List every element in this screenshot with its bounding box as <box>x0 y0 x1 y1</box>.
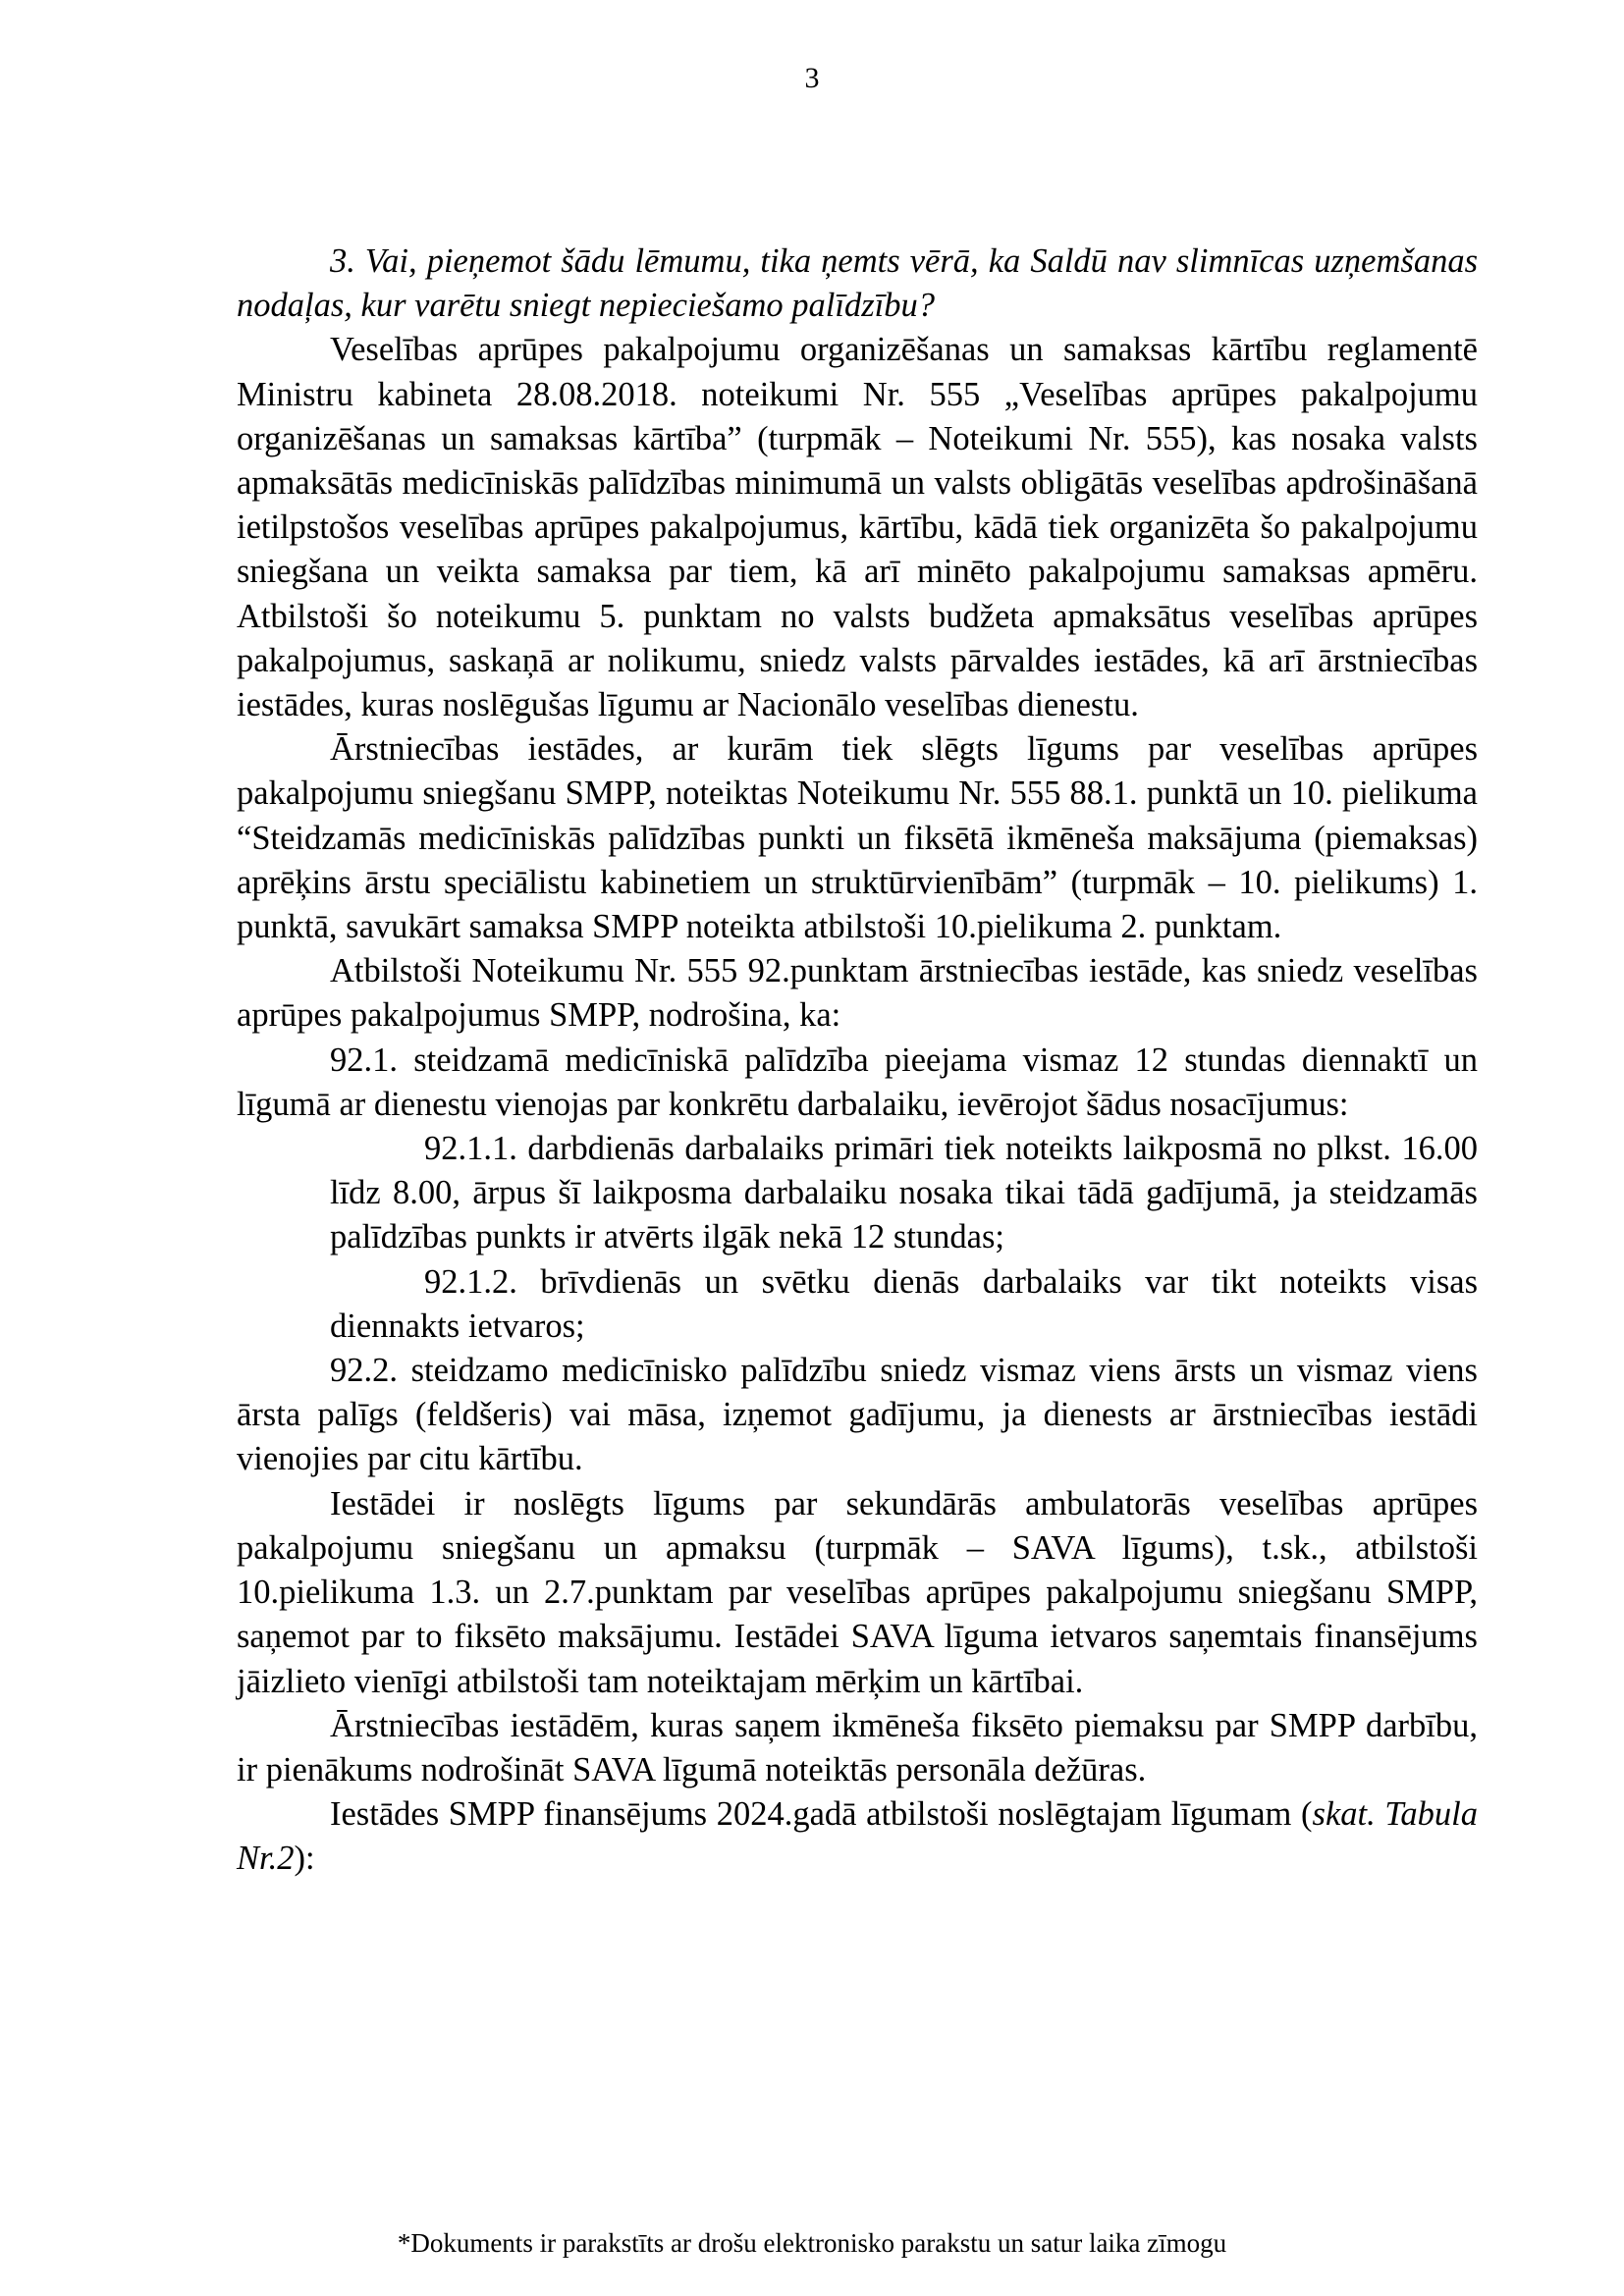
paren-open: ( <box>1301 1795 1313 1834</box>
paren-close: ): <box>294 1840 315 1878</box>
funding-text: Iestādes SMPP finansējums 2024.gadā atbilstoši noslēgtajam līgumam <box>330 1795 1292 1834</box>
table-reference: skat. Tabula Nr.2 <box>237 1795 1478 1878</box>
page-number: 3 <box>804 62 820 94</box>
list-item-92-1: 92.1. steidzamā medicīniskā palīdzība pieejama vismaz 12 stundas diennaktī un līgumā ar dienestu vienojas par konkrētu darbalaiku, ievērojot šādus nosacījumus: <box>237 1041 1478 1123</box>
question-heading: 3. Vai, pieņemot šādu lēmumu, tika ņemts vērā, ka Saldū nav slimnīcas uzņemšanas nodaļas, kur varētu sniegt nepieciešamo palīdzību? <box>237 242 1478 325</box>
paragraph-funding-2024 <box>237 1792 1478 1881</box>
paragraph-smpp-institutions: Ārstniecības iestādes, ar kurām tiek slēgts līgums par veselības aprūpes pakalpojumu sniegšanu SMPP, noteiktas Noteikumu Nr. 555 88.1. punktā un 10. pielikuma “Steidzamās medicīniskās palīdzības punkti un fiksētā ikmēneša maksājuma (piemaksas) aprēķins ārstu speciālistu kabinetiem un struktūrvienībām” (turpmāk – 10. pielikums) 1. punktā, savukārt samaksa SMPP noteikta atbilstoši 10.pielikuma 2. punktam. <box>237 730 1478 946</box>
list-item-92-1-1: 92.1.1. darbdienās darbalaiks primāri tiek noteikts laikposmā no plkst. 16.00 līdz 8.00, ārpus šī laikposma darbalaiku nosaka tikai tādā gadījumā, ja steidzamās palīdzības punkts ir atvērts ilgāk nekā 12 stundas; <box>330 1130 1478 1256</box>
paragraph-sava-contract: Iestādei ir noslēgts līgums par sekundārās ambulatorās veselības aprūpes pakalpojumu sniegšanu un apmaksu (turpmāk – SAVA līgums), t.sk., atbilstoši 10.pielikuma 1.3. un 2.7.punktam par veselības aprūpes pakalpojumu sniegšanu SMPP, saņemot par to fiksēto maksājumu. Iestādei SAVA līguma ietvaros saņemtais finansējums jāizlieto vienīgi atbilstoši tam noteiktajam mērķim un kārtībai. <box>237 1484 1478 1700</box>
list-item-92-1-2: 92.1.2. brīvdienās un svētku dienās darbalaiks var tikt noteikts visas diennakts ietvaros; <box>330 1262 1478 1345</box>
paragraph-regulation: Veselības aprūpes pakalpojumu organizēšanas un samaksas kārtību reglamentē Ministru kabineta 28.08.2018. noteikumi Nr. 555 „Veselības aprūpes pakalpojumu organizēšanas un samaksas kārtība” (turpmāk – Noteikumi Nr. 555), kas nosaka valsts apmaksātās medicīniskās palīdzības minimumā un valsts obligātās veselības apdrošināšanā ietilpstošos veselības aprūpes pakalpojumus, kārtību, kādā tiek organizēta šo pakalpojumu sniegšana un veikta samaksa par tiem, kā arī minēto pakalpojumu samaksas apmēru. Atbilstoši šo noteikumu 5. punktam no valsts budžeta apmaksātus veselības aprūpes pakalpojumus, saskaņā ar nolikumu, sniedz valsts pārvaldes iestādes, kā arī ārstniecības iestādes, kuras noslēgušas līgumu ar Nacionālo veselības dienestu. <box>237 331 1478 724</box>
paragraph-duty-obligation: Ārstniecības iestādēm, kuras saņem ikmēneša fiksēto piemaksu par SMPP darbību, ir pienākums nodrošināt SAVA līgumā noteiktās personāla dežūras. <box>237 1706 1478 1789</box>
signature-footnote: *Dokuments ir parakstīts ar drošu elektronisko parakstu un satur laika zīmogu <box>397 2228 1227 2258</box>
paragraph-point-92: Atbilstoši Noteikumu Nr. 555 92.punktam ārstniecības iestāde, kas sniedz veselības aprūpes pakalpojumus SMPP, nodrošina, ka: <box>237 952 1478 1035</box>
document-body <box>237 240 1478 1882</box>
list-item-92-2: 92.2. steidzamo medicīnisko palīdzību sniedz vismaz viens ārsts un vismaz viens ārsta palīgs (feldšeris) vai māsa, izņemot gadījumu, ja dienests ar ārstniecības iestādi vienojies par citu kārtību. <box>237 1352 1478 1478</box>
